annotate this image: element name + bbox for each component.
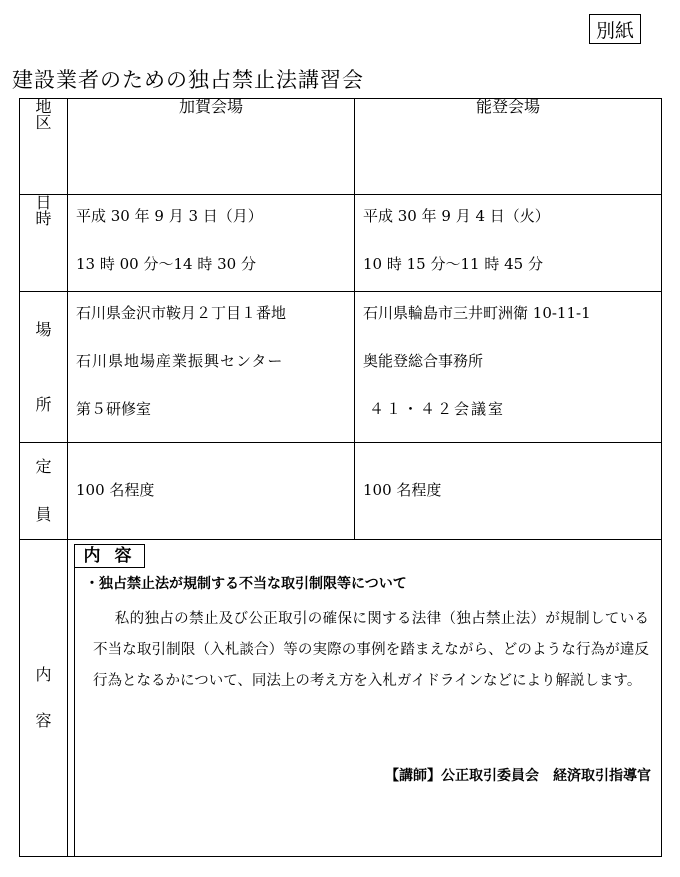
noto-place-line: 石川県輪島市三井町洲衛 10-11-1 <box>363 304 591 322</box>
label-char: 内 <box>35 665 52 684</box>
kaga-capacity <box>68 443 355 540</box>
noto-place <box>355 292 662 443</box>
content-subheading: ・独占禁止法が規制する不当な取引制限等について <box>85 576 407 592</box>
row-capacity <box>20 443 662 540</box>
kaga-place-line: 第５研修室 <box>76 400 152 418</box>
label-place <box>20 292 68 443</box>
label-char: 地 <box>35 97 52 116</box>
kaga-datetime <box>68 195 355 292</box>
seminar-table <box>19 98 662 857</box>
row-place <box>20 292 662 443</box>
label-region <box>20 99 68 195</box>
label-char: 時 <box>35 209 52 228</box>
label-char: 所 <box>35 394 52 414</box>
label-char: 場 <box>35 319 52 339</box>
label-char: 容 <box>35 711 52 730</box>
noto-capacity-value: 100 名程度 <box>363 481 442 499</box>
noto-date: 平成 30 年 9 月 4 日（火） <box>363 207 550 225</box>
attachment-badge: 別紙 <box>589 14 641 44</box>
label-char: 定 <box>35 457 52 476</box>
label-char: 日 <box>35 193 52 212</box>
kaga-capacity-value: 100 名程度 <box>76 481 155 499</box>
noto-place-line: ４１・４２会議室 <box>369 400 506 418</box>
label-datetime <box>20 195 68 292</box>
label-content <box>20 540 68 857</box>
noto-capacity <box>355 443 662 540</box>
label-capacity <box>20 443 68 540</box>
label-char: 区 <box>35 113 52 132</box>
noto-time: 10 時 15 分～11 時 45 分 <box>363 255 543 273</box>
row-content <box>20 540 662 857</box>
page-title: 建設業者のための独占禁止法講習会 <box>12 68 364 92</box>
content-cell <box>68 540 662 857</box>
row-region <box>20 99 662 195</box>
content-heading: 内 容 <box>75 544 145 568</box>
kaga-place-line: 石川県金沢市鞍月２丁目１番地 <box>76 304 287 322</box>
row-datetime <box>20 195 662 292</box>
lecturer-line: 【講師】公正取引委員会 経済取引指導官 <box>385 768 651 784</box>
kaga-place-line: 石川県地場産業振興センター <box>76 352 284 370</box>
label-char: 員 <box>35 505 52 524</box>
kaga-date: 平成 30 年 9 月 3 日（月） <box>76 207 263 225</box>
content-box <box>74 544 661 856</box>
content-body: 私的独占の禁止及び公正取引の確保に関する法律（独占禁止法）が規制している不当な取引制限（入札談合）等の実際の事例を踏まえながら、どのような行為が違反行為となるかについて、同法上の考え方を入札ガイドラインなどにより解説します。 <box>93 611 649 689</box>
kaga-place <box>68 292 355 443</box>
venue-noto-name: 能登会場 <box>355 99 662 195</box>
venue-kaga-name: 加賀会場 <box>68 99 355 195</box>
noto-place-line: 奥能登総合事務所 <box>363 352 484 370</box>
noto-datetime <box>355 195 662 292</box>
kaga-time: 13 時 00 分～14 時 30 分 <box>76 255 256 273</box>
